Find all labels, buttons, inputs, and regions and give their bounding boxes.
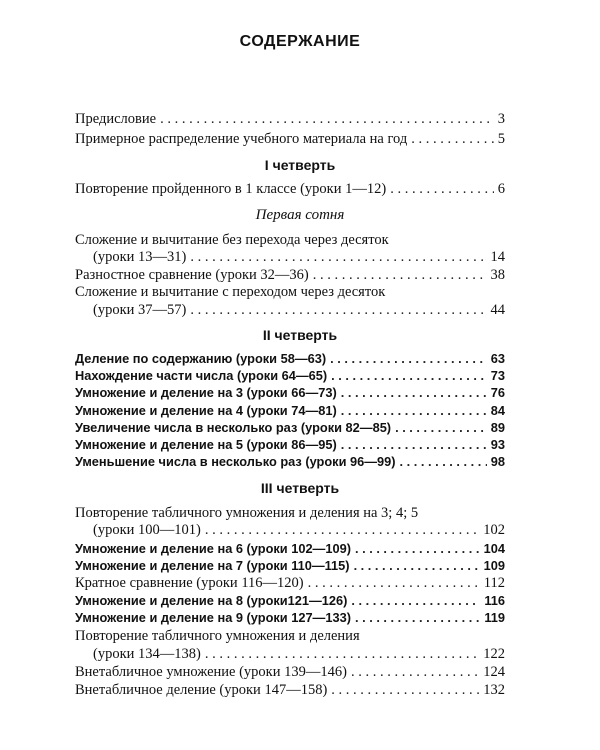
toc-entry-add-sub-no-carry[interactable] [93,247,505,267]
dot-leader [160,109,494,129]
entry-text: Умножение и деление на 6 (уроки 102—109) [75,541,351,556]
entry-page: 102 [483,522,505,538]
entry-page: 109 [483,558,505,573]
page-title: СОДЕРЖАНИЕ [239,33,361,50]
entry-page: 63 [490,351,505,366]
dot-leader [190,300,486,320]
section-heading-q3: III четверть [260,480,340,496]
toc-entry[interactable] [75,662,505,682]
section-heading-q2: II четверть [262,327,338,343]
entry-text: Умножение и деление на 4 (уроки 74—81) [75,403,337,418]
entry-text-line2: (уроки 37—57) [93,302,187,318]
dot-leader [331,680,479,700]
entry-page: 112 [483,575,505,591]
toc-entry[interactable] [75,680,505,700]
entry-page: 3 [497,111,505,127]
entry-text: Умножение и деление на 7 (уроки 110—115) [75,558,350,573]
toc-entry[interactable] [75,452,505,472]
entry-text-line1: Повторение табличного умножения и деления [75,628,360,644]
dot-leader [205,520,479,540]
entry-text: Умножение и деление на 9 (уроки 127—133) [75,610,351,625]
entry-text-line1: Сложение и вычитание с переходом через десяток [75,284,386,300]
entry-page: 5 [497,131,505,147]
toc-entry[interactable] [75,573,505,593]
dot-leader [351,662,479,682]
entry-text: Примерное распределение учебного материала на год [75,131,408,147]
entry-text-line2: (уроки 100—101) [93,522,201,538]
entry-page: 93 [490,437,505,452]
entry-page: 89 [490,420,505,435]
entry-text: Умножение и деление на 5 (уроки 86—95) [75,437,337,452]
entry-text: Нахождение части числа (уроки 64—65) [75,368,328,383]
dot-leader [205,644,479,664]
toc-entry-review-table-2[interactable] [93,644,505,664]
dot-leader [308,573,480,593]
toc-entry-preface[interactable] [75,109,505,129]
entry-page: 98 [490,454,505,469]
toc-entry[interactable] [75,383,505,403]
dot-leader [355,608,480,628]
entry-text: Кратное сравнение (уроки 116—120) [75,575,304,591]
entry-page: 132 [483,682,505,698]
entry-text: Увеличение числа в несколько раз (уроки 82—85) [75,420,392,435]
dot-leader [400,452,487,472]
dot-leader [341,383,487,403]
entry-text: Умножение и деление на 8 (уроки121—126) [75,593,348,608]
entry-text-line2: (уроки 134—138) [93,646,201,662]
entry-text: Деление по содержанию (уроки 58—63) [75,351,327,366]
entry-text: Внетабличное умножение (уроки 139—146) [75,664,347,680]
dot-leader [411,129,493,149]
entry-page: 6 [497,181,505,197]
entry-page: 116 [484,593,505,608]
entry-text: Внетабличное деление (уроки 147—158) [75,682,328,698]
entry-text-line1: Повторение табличного умножения и деления на 3; 4; 5 [75,505,419,521]
dot-leader [390,179,494,199]
entry-text: Умножение и деление на 3 (уроки 66—73) [75,385,337,400]
entry-page: 14 [490,249,505,265]
toc-entry-review[interactable] [75,179,505,199]
subsection-heading-first-hundred: Первая сотня [255,207,345,223]
entry-text: Уменьшение числа в несколько раз (уроки 96—99) [75,454,396,469]
dot-leader [190,247,486,267]
section-heading-q1: I четверть [264,157,336,173]
entry-text: Разностное сравнение (уроки 32—36) [75,267,309,283]
toc-entry-add-sub-carry[interactable] [93,300,505,320]
toc-entry-review-table[interactable] [93,520,505,540]
toc-entry-distribution[interactable] [75,129,505,149]
entry-text: Повторение пройденного в 1 классе (уроки 1—12) [75,181,387,197]
entry-page: 76 [490,385,505,400]
entry-page: 73 [490,368,505,383]
entry-page: 104 [483,541,505,556]
entry-page: 119 [484,610,505,625]
entry-page: 124 [483,664,505,680]
entry-page: 122 [483,646,505,662]
entry-text-line1: Сложение и вычитание без перехода через десяток [75,232,389,248]
entry-page: 84 [490,403,505,418]
entry-page: 44 [490,302,505,318]
entry-page: 38 [490,267,505,283]
toc-entry[interactable] [75,608,505,628]
entry-text-line2: (уроки 13—31) [93,249,187,265]
entry-text: Предисловие [75,111,157,127]
